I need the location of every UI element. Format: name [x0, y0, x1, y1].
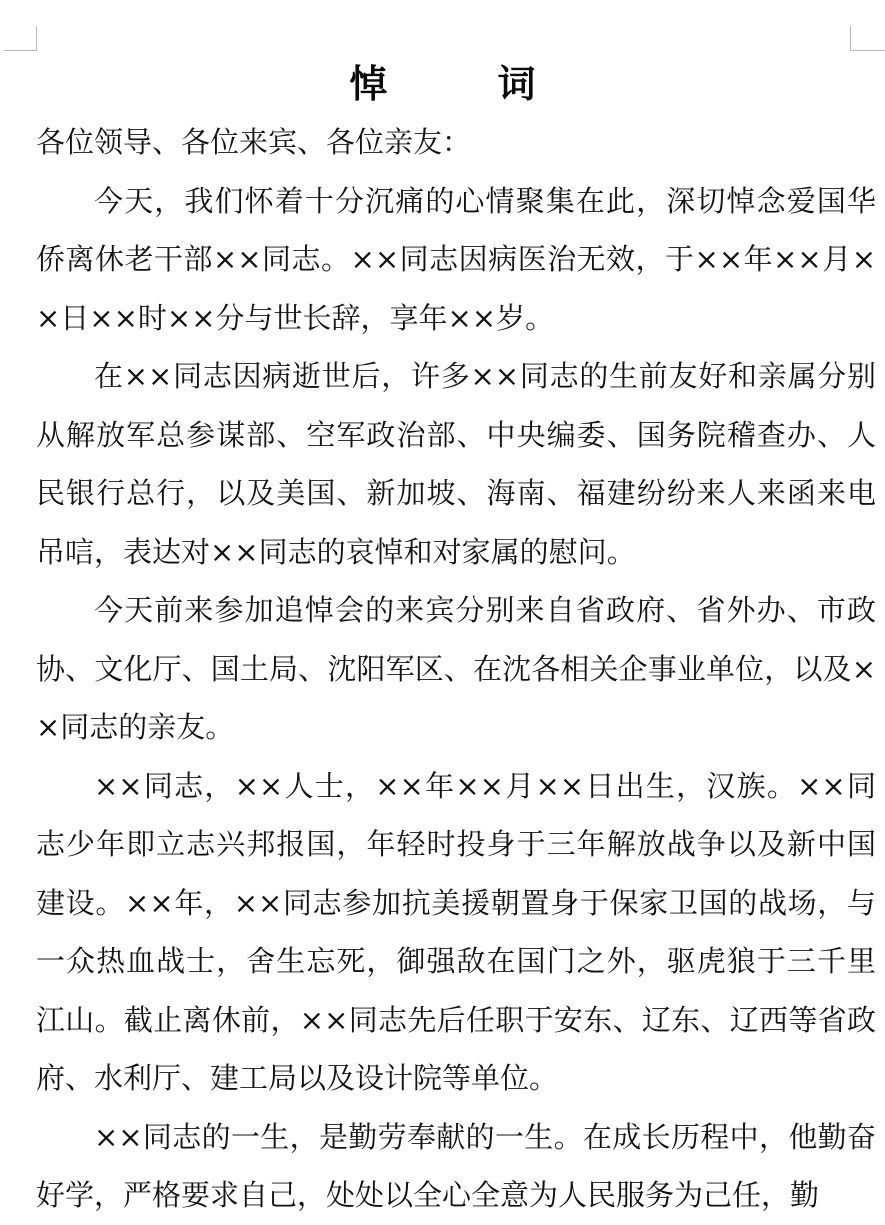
crop-mark-top-left [4, 26, 37, 51]
salutation: 各位领导、各位来宾、各位亲友： [36, 125, 472, 159]
paragraph-2: 在××同志因病逝世后，许多××同志的生前友好和亲属分别从解放军总参谋部、空军政治部、中央编委、国务院稽查办、人民银行总行，以及美国、新加坡、海南、福建纷纷来人来函来电吊唁，表达对××同志的哀悼和对家属的慰问。 [36, 359, 876, 569]
crop-mark-top-right [850, 26, 885, 51]
document-body [36, 113, 876, 1225]
paragraph-1: 今天，我们怀着十分沉痛的心情聚集在此，深切悼念爱国华侨离休老干部××同志。××同志因病医治无效，于××年××月××日××时××分与世长辞，享年××岁。 [36, 183, 876, 335]
paragraph-3: 今天前来参加追悼会的来宾分别来自省政府、省外办、市政协、文化厅、国土局、沈阳军区、在沈各相关企事业单位，以及××同志的亲友。 [36, 593, 876, 744]
paragraph-5: ××同志的一生，是勤劳奉献的一生。在成长历程中，他勤奋好学，严格要求自己，处处以全心全意为人民服务为己任，勤 [36, 1119, 876, 1212]
paragraph-4: ××同志，××人士，××年××月××日出生，汉族。××同志少年即立志兴邦报国，年轻时投身于三年解放战争以及新中国建设。××年，××同志参加抗美援朝置身于保家卫国的战场，与一众热血战士，舍生忘死，御强敌在国门之外，驱虎狼于三千里江山。截止离休前，××同志先后任职于安东、辽东、辽西等省政府、水利厅、建工局以及设计院等单位。 [36, 768, 876, 1095]
document-title: 悼 词 [349, 62, 572, 106]
